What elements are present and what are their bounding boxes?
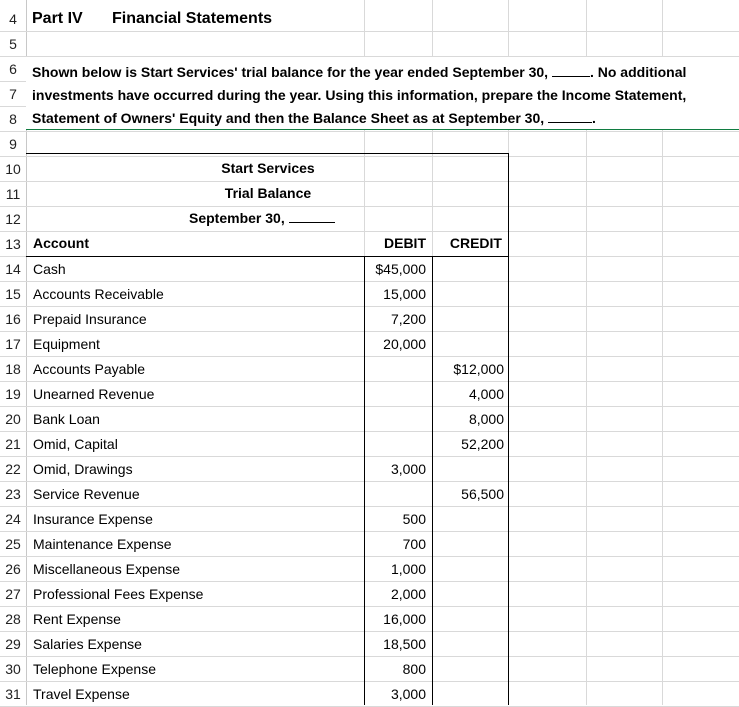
debit-column-header: DEBIT: [384, 235, 426, 251]
row-number[interactable]: 15: [5, 286, 21, 302]
gridline: [0, 681, 739, 682]
row-number[interactable]: 13: [5, 236, 21, 252]
debit-left-border: [364, 256, 365, 705]
row-number[interactable]: 16: [5, 311, 21, 327]
instruction-line-3: Statement of Owners' Equity and then the Balance Sheet as at September 30, .: [32, 110, 596, 126]
debit-amount[interactable]: $45,000: [375, 261, 426, 277]
gridline: [0, 206, 739, 207]
account-name[interactable]: Omid, Capital: [33, 436, 118, 452]
statement-date: September 30,: [189, 210, 335, 226]
row-number[interactable]: 5: [9, 36, 17, 52]
row-number[interactable]: 10: [5, 161, 21, 177]
account-name[interactable]: Unearned Revenue: [33, 386, 155, 402]
row-number[interactable]: 26: [5, 561, 21, 577]
year-blank: [548, 122, 592, 123]
row-number[interactable]: 7: [9, 86, 17, 102]
row-number[interactable]: 28: [5, 611, 21, 627]
row-number[interactable]: 29: [5, 636, 21, 652]
debit-amount[interactable]: 3,000: [390, 461, 426, 477]
gridline: [0, 406, 739, 407]
row-number[interactable]: 27: [5, 586, 21, 602]
debit-amount[interactable]: 18,500: [383, 636, 426, 652]
gridline: [0, 656, 739, 657]
credit-column-header: CREDIT: [449, 235, 502, 251]
row-number[interactable]: 12: [5, 211, 21, 227]
account-name[interactable]: Salaries Expense: [33, 636, 142, 652]
account-name[interactable]: Miscellaneous Expense: [33, 561, 181, 577]
credit-amount[interactable]: 4,000: [468, 386, 504, 402]
account-name[interactable]: Bank Loan: [33, 411, 100, 427]
account-name[interactable]: Telephone Expense: [33, 661, 156, 677]
row-number[interactable]: 14: [5, 261, 21, 277]
gridline: [0, 156, 739, 157]
gridline: [0, 331, 739, 332]
row-number[interactable]: 20: [5, 411, 21, 427]
debit-amount[interactable]: 700: [402, 536, 426, 552]
credit-amount[interactable]: 56,500: [461, 486, 504, 502]
gridline: [0, 306, 739, 307]
debit-amount[interactable]: 500: [402, 511, 426, 527]
row-number[interactable]: 9: [9, 136, 17, 152]
row-number[interactable]: 30: [5, 661, 21, 677]
debit-amount[interactable]: 1,000: [390, 561, 426, 577]
debit-amount[interactable]: 2,000: [390, 586, 426, 602]
gridline: [0, 556, 739, 557]
row-number[interactable]: 19: [5, 386, 21, 402]
gridline: [0, 506, 739, 507]
account-name[interactable]: Maintenance Expense: [33, 536, 172, 552]
debit-amount[interactable]: 7,200: [390, 311, 426, 327]
gridline: [0, 431, 739, 432]
row-number[interactable]: 22: [5, 461, 21, 477]
gridline: [0, 531, 739, 532]
account-name[interactable]: Service Revenue: [33, 486, 140, 502]
table-top-border: [26, 153, 509, 154]
year-blank: [289, 222, 335, 223]
table-right-border: [508, 153, 509, 705]
row-number[interactable]: 4: [9, 11, 17, 27]
debit-amount[interactable]: 800: [402, 661, 426, 677]
gridline: [0, 631, 739, 632]
gridline: [0, 481, 739, 482]
account-name[interactable]: Accounts Payable: [33, 361, 146, 377]
row-number[interactable]: 21: [5, 436, 21, 452]
account-name[interactable]: Travel Expense: [33, 686, 130, 702]
gridline: [0, 456, 739, 457]
debit-amount[interactable]: 16,000: [383, 611, 426, 627]
year-blank: [552, 76, 590, 77]
debit-amount[interactable]: 20,000: [383, 336, 426, 352]
gridline: [0, 356, 739, 357]
row-number[interactable]: 25: [5, 536, 21, 552]
account-name[interactable]: Rent Expense: [33, 611, 121, 627]
account-name[interactable]: Insurance Expense: [33, 511, 153, 527]
credit-left-border: [432, 256, 433, 705]
gridline: [0, 281, 739, 282]
gridline: [0, 181, 739, 182]
account-name[interactable]: Accounts Receivable: [33, 286, 164, 302]
account-name[interactable]: Professional Fees Expense: [33, 586, 204, 602]
account-column-header: Account: [33, 235, 89, 251]
gridline: [0, 131, 739, 132]
credit-amount[interactable]: $12,000: [453, 361, 504, 377]
instruction-line-2: investments have occurred during the year. Using this information, prepare the Income Statement,: [32, 87, 687, 103]
account-name[interactable]: Equipment: [33, 336, 100, 352]
row-number[interactable]: 31: [5, 686, 21, 702]
row-number[interactable]: 6: [9, 61, 17, 77]
credit-amount[interactable]: 52,200: [461, 436, 504, 452]
gridline: [0, 581, 739, 582]
header-bottom-border: [26, 256, 509, 257]
row-number[interactable]: 24: [5, 511, 21, 527]
sheet-title: Financial Statements: [112, 10, 273, 27]
part-label: Part IV: [32, 10, 83, 27]
debit-amount[interactable]: 3,000: [390, 686, 426, 702]
instruction-line-1: Shown below is Start Services' trial balance for the year ended September 30, . No additional: [32, 64, 687, 80]
account-name[interactable]: Prepaid Insurance: [33, 311, 147, 327]
company-name: Start Services: [221, 160, 315, 176]
row-number[interactable]: 23: [5, 486, 21, 502]
credit-amount[interactable]: 8,000: [468, 411, 504, 427]
gridline: [0, 606, 739, 607]
row-number[interactable]: 17: [5, 336, 21, 352]
row-number[interactable]: 18: [5, 361, 21, 377]
gridline: [0, 31, 739, 32]
row-number[interactable]: 11: [5, 186, 21, 202]
debit-amount[interactable]: 15,000: [383, 286, 426, 302]
gridline: [0, 381, 739, 382]
gridline: [0, 231, 739, 232]
account-name[interactable]: Omid, Drawings: [33, 461, 133, 477]
statement-title: Trial Balance: [224, 185, 312, 201]
row-number[interactable]: 8: [9, 111, 17, 127]
account-name[interactable]: Cash: [33, 261, 66, 277]
